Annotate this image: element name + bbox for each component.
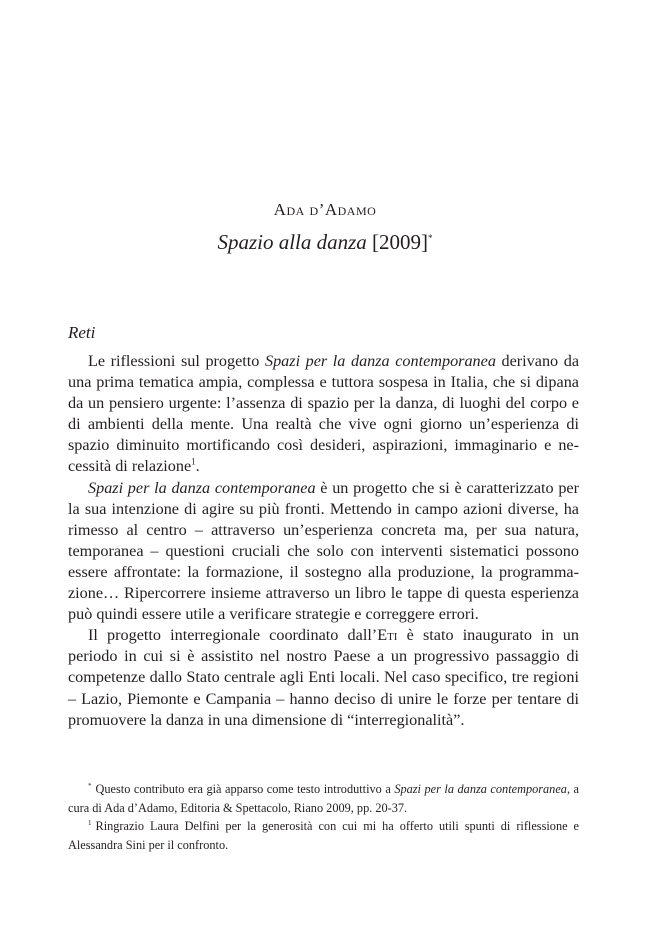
p3-text-c: è stato inaugurato in un periodo in cui si è assistito nel nostro Paese a un progressivo passaggio di competenze dallo Stato centrale agli Enti locali. Nel caso specifico, tre regioni – Lazio, Piemonte e Campania – hanno deciso di unire le forze per tentare di promuovere la danza in una dimensione di “interregionalità”. <box>68 626 579 729</box>
footnote-1-text-a: Questo contributo era già apparso come testo introduttivo a <box>95 782 395 796</box>
p1-text-c: derivano da una prima tematica ampia, complessa e tuttora sospesa in Italia, che si dipana da un pensiero urgente: l’assenza di spazio per la danza, di luoghi del corpo e di ambienti della mente. Una realtà che vive ogni giorno un’esperienza di spazio diminuito mortificando così desideri, aspirazioni, immaginario e necessità di relazione <box>68 352 580 476</box>
footnote-ref-1: 1 <box>191 457 196 468</box>
chapter-title <box>0 230 650 255</box>
footnote-1-mark: * <box>88 781 92 790</box>
chapter-title-text: Spazio alla danza <box>217 230 367 254</box>
p1-project-title: Spazi per la danza contemporanea <box>264 352 496 370</box>
footnote-2-text: Ringrazio Laura Delfini per la generosità con cui mi ha offerto utili spunti di riflessione e Alessandra Sini per il confronto. <box>68 819 579 852</box>
author-name: Ada d’Adamo <box>273 200 377 219</box>
p1-text-d: . <box>195 457 200 476</box>
p1-text-a: Le riflessioni sul progetto <box>88 352 265 370</box>
body-text <box>68 351 579 731</box>
paragraph-1 <box>68 351 579 478</box>
p2-text-b: è un progetto che si è caratterizzato per la sua intenzione di agire su più fronti. Mettendo in campo azioni diverse, ha rimesso al centro – attraverso un’esperienza concreta ma, per sua natura, temporanea – questioni cruciali che solo con interventi sistematici possono essere affrontate: la formazione, il sostegno alla produzione, la programmazione… Ripercorrere insieme attraverso un libro le tappe di questa esperienza può quindi essere utile a verificare strategie e correggere errori. <box>68 478 579 624</box>
p3-text-a: Il progetto interregionale coordinato dall’ <box>88 626 378 645</box>
footnote-2-mark: 1 <box>88 818 92 827</box>
title-footnote-mark: * <box>428 233 433 243</box>
section-heading: Reti <box>68 323 96 342</box>
paragraph-2 <box>68 478 579 626</box>
footnote-2 <box>68 817 579 854</box>
footnote-1-book-title: Spazi per la danza contemporanea <box>394 782 567 796</box>
p2-project-title: Spazi per la danza contemporanea <box>88 478 316 497</box>
footnotes <box>68 780 579 854</box>
paragraph-3 <box>68 625 579 730</box>
p3-eti: Eti <box>377 626 398 645</box>
footnote-1-text-c: , a cura di Ada d’Adamo, Editoria & Spettacolo, Riano 2009, pp. 20-37. <box>68 782 580 815</box>
footnote-1 <box>68 780 579 817</box>
chapter-title-year: [2009] <box>366 230 429 254</box>
